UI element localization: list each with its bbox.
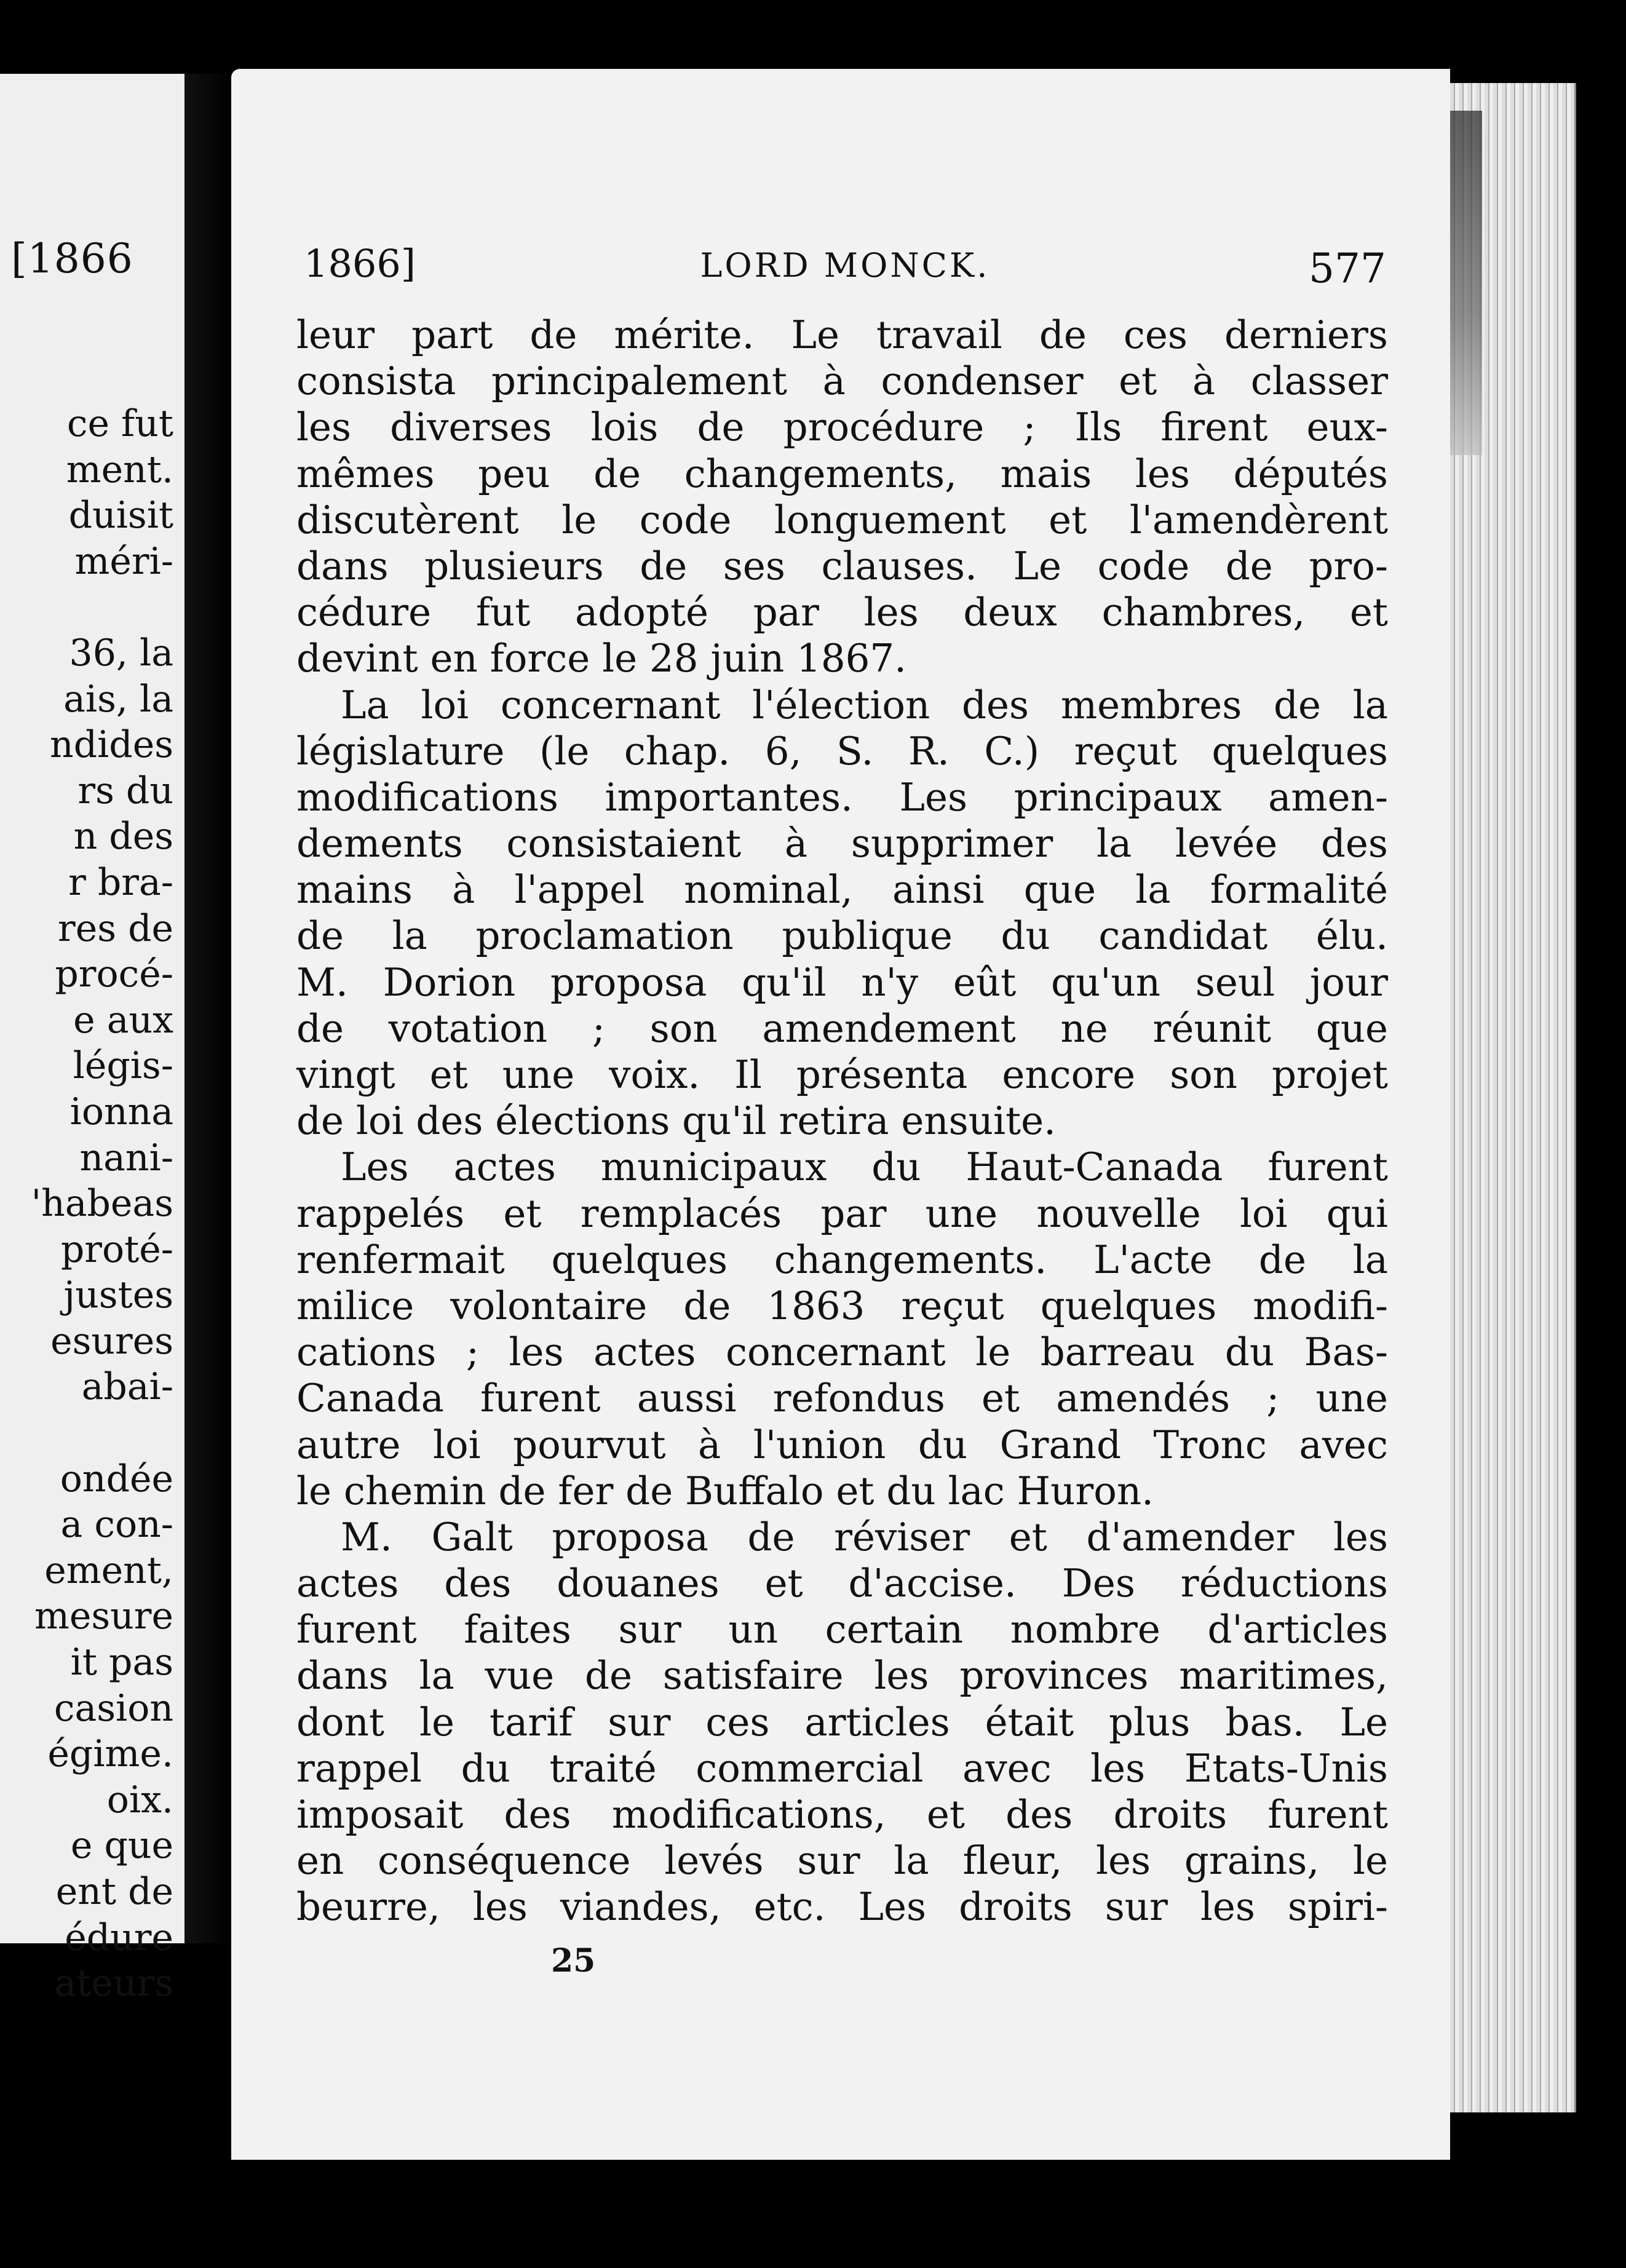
previous-page-line: ais, la [63, 677, 173, 721]
previous-page-line: ce fut [66, 402, 173, 445]
previous-page-line: proté- [60, 1227, 173, 1271]
text-line: beurre, les viandes, etc. Les droits sur les spiri- [296, 1884, 1388, 1930]
text-line: Les actes municipaux du Haut-Canada furent [341, 1144, 1388, 1190]
previous-page-line: ment. [66, 448, 173, 491]
text-line: La loi concernant l'élection des membres de la [341, 682, 1388, 728]
text-line: consista principalement à condenser et à classer [296, 359, 1388, 404]
text-line: M. Dorion proposa qu'il n'y eût qu'un seul jour [296, 959, 1388, 1005]
text-line: dans plusieurs de ses clauses. Le code de pro- [296, 543, 1388, 589]
running-head-year: 1866] [304, 241, 416, 286]
previous-page-line: ondée [60, 1457, 173, 1501]
text-line: modifications importantes. Les principaux amen- [296, 774, 1388, 820]
running-head-title: LORD MONCK. [700, 246, 990, 285]
previous-page-line: égime. [47, 1732, 173, 1776]
text-line: discutèrent le code longuement et l'amendèrent [296, 497, 1388, 542]
text-line: actes des douanes et d'accise. Des réductions [296, 1561, 1388, 1606]
book-gutter [184, 74, 234, 1943]
previous-page-line: casion [54, 1686, 173, 1730]
previous-page-line: légis- [73, 1044, 173, 1088]
page-number: 577 [1309, 245, 1386, 292]
previous-page-line: ent de [55, 1870, 173, 1913]
text-line: Canada furent aussi refondus et amendés ; une [296, 1376, 1388, 1421]
previous-page-line: justes [63, 1274, 173, 1317]
previous-page-line [0, 1410, 173, 1456]
previous-page-line: rs du [77, 769, 173, 812]
text-line: devint en force le 28 juin 1867. [296, 636, 907, 681]
previous-page-line: 36, la [69, 631, 173, 675]
previous-page-line: édure [65, 1916, 173, 1959]
text-line: mêmes peu de changements, mais les députés [296, 451, 1388, 496]
text-line: milice volontaire de 1863 reçut quelques modifi- [296, 1283, 1388, 1328]
previous-page-line: r bra- [68, 860, 173, 904]
body-text [296, 312, 1388, 1930]
previous-page-line: 'habeas [31, 1182, 173, 1226]
previous-page-line: e aux [73, 998, 173, 1042]
previous-page-line: méri- [74, 539, 173, 583]
previous-page-line: esures [50, 1319, 173, 1363]
text-line: rappel du traité commercial avec les Etats-Unis [296, 1745, 1388, 1791]
text-line: imposait des modifications, et des droits furent [296, 1792, 1388, 1837]
text-line: de votation ; son amendement ne réunit que [296, 1005, 1388, 1051]
previous-page-line: mesure [34, 1595, 173, 1638]
previous-page-text [0, 401, 173, 2007]
text-line: M. Galt proposa de réviser et d'amender les [341, 1514, 1388, 1560]
text-line: les diverses lois de procédure ; Ils firent eux- [296, 405, 1388, 450]
text-line: en conséquence levés sur la fleur, les grains, le [296, 1838, 1388, 1884]
previous-page-line: ement, [44, 1548, 173, 1592]
text-line: de loi des élections qu'il retira ensuite. [296, 1098, 1056, 1144]
text-line: rappelés et remplacés par une nouvelle loi qui [296, 1191, 1388, 1236]
text-line: cations ; les actes concernant le barreau du Bas- [296, 1330, 1388, 1375]
previous-page-line: res de [58, 906, 173, 950]
previous-page-line [0, 584, 173, 630]
previous-page-fragment [0, 74, 187, 2005]
previous-page-line: ionna [69, 1090, 173, 1133]
previous-page-line: e que [70, 1824, 173, 1868]
book-page [231, 69, 1450, 2160]
previous-page-line: oix. [106, 1778, 173, 1822]
previous-page-line: n des [73, 815, 173, 858]
text-line: dements consistaient à supprimer la levée des [296, 821, 1388, 866]
text-line: dont le tarif sur ces articles était plus bas. Le [296, 1699, 1388, 1745]
text-line: dans la vue de satisfaire les provinces maritimes, [296, 1653, 1388, 1699]
running-head [304, 241, 1386, 296]
text-line: législature (le chap. 6, S. R. C.) reçut quelques [296, 728, 1388, 774]
previous-page-line: abai- [81, 1365, 173, 1409]
previous-page-line: ateurs [54, 1962, 173, 2005]
text-line: mains à l'appel nominal, ainsi que la formalité [296, 867, 1388, 913]
previous-page-line: a con- [60, 1503, 173, 1547]
previous-page-line: duisit [68, 494, 173, 537]
text-line: de la proclamation publique du candidat élu. [296, 913, 1388, 959]
previous-page-running-head: [1866 [11, 235, 133, 282]
previous-page-line: procé- [55, 953, 173, 996]
signature-mark: 25 [551, 1942, 596, 1980]
previous-page-line: nani- [79, 1136, 173, 1180]
text-line: cédure fut adopté par les deux chambres, et [296, 590, 1388, 635]
text-line: leur part de mérite. Le travail de ces derniers [296, 312, 1388, 357]
text-line: autre loi pourvut à l'union du Grand Tronc avec [296, 1422, 1388, 1467]
text-line: le chemin de fer de Buffalo et du lac Huron. [296, 1468, 1154, 1513]
text-line: renfermait quelques changements. L'acte de la [296, 1237, 1388, 1282]
previous-page-line: it pas [70, 1641, 173, 1684]
text-line: vingt et une voix. Il présenta encore son projet [296, 1052, 1388, 1097]
previous-page-line: ndides [50, 723, 173, 767]
text-line: furent faites sur un certain nombre d'articles [296, 1607, 1388, 1652]
